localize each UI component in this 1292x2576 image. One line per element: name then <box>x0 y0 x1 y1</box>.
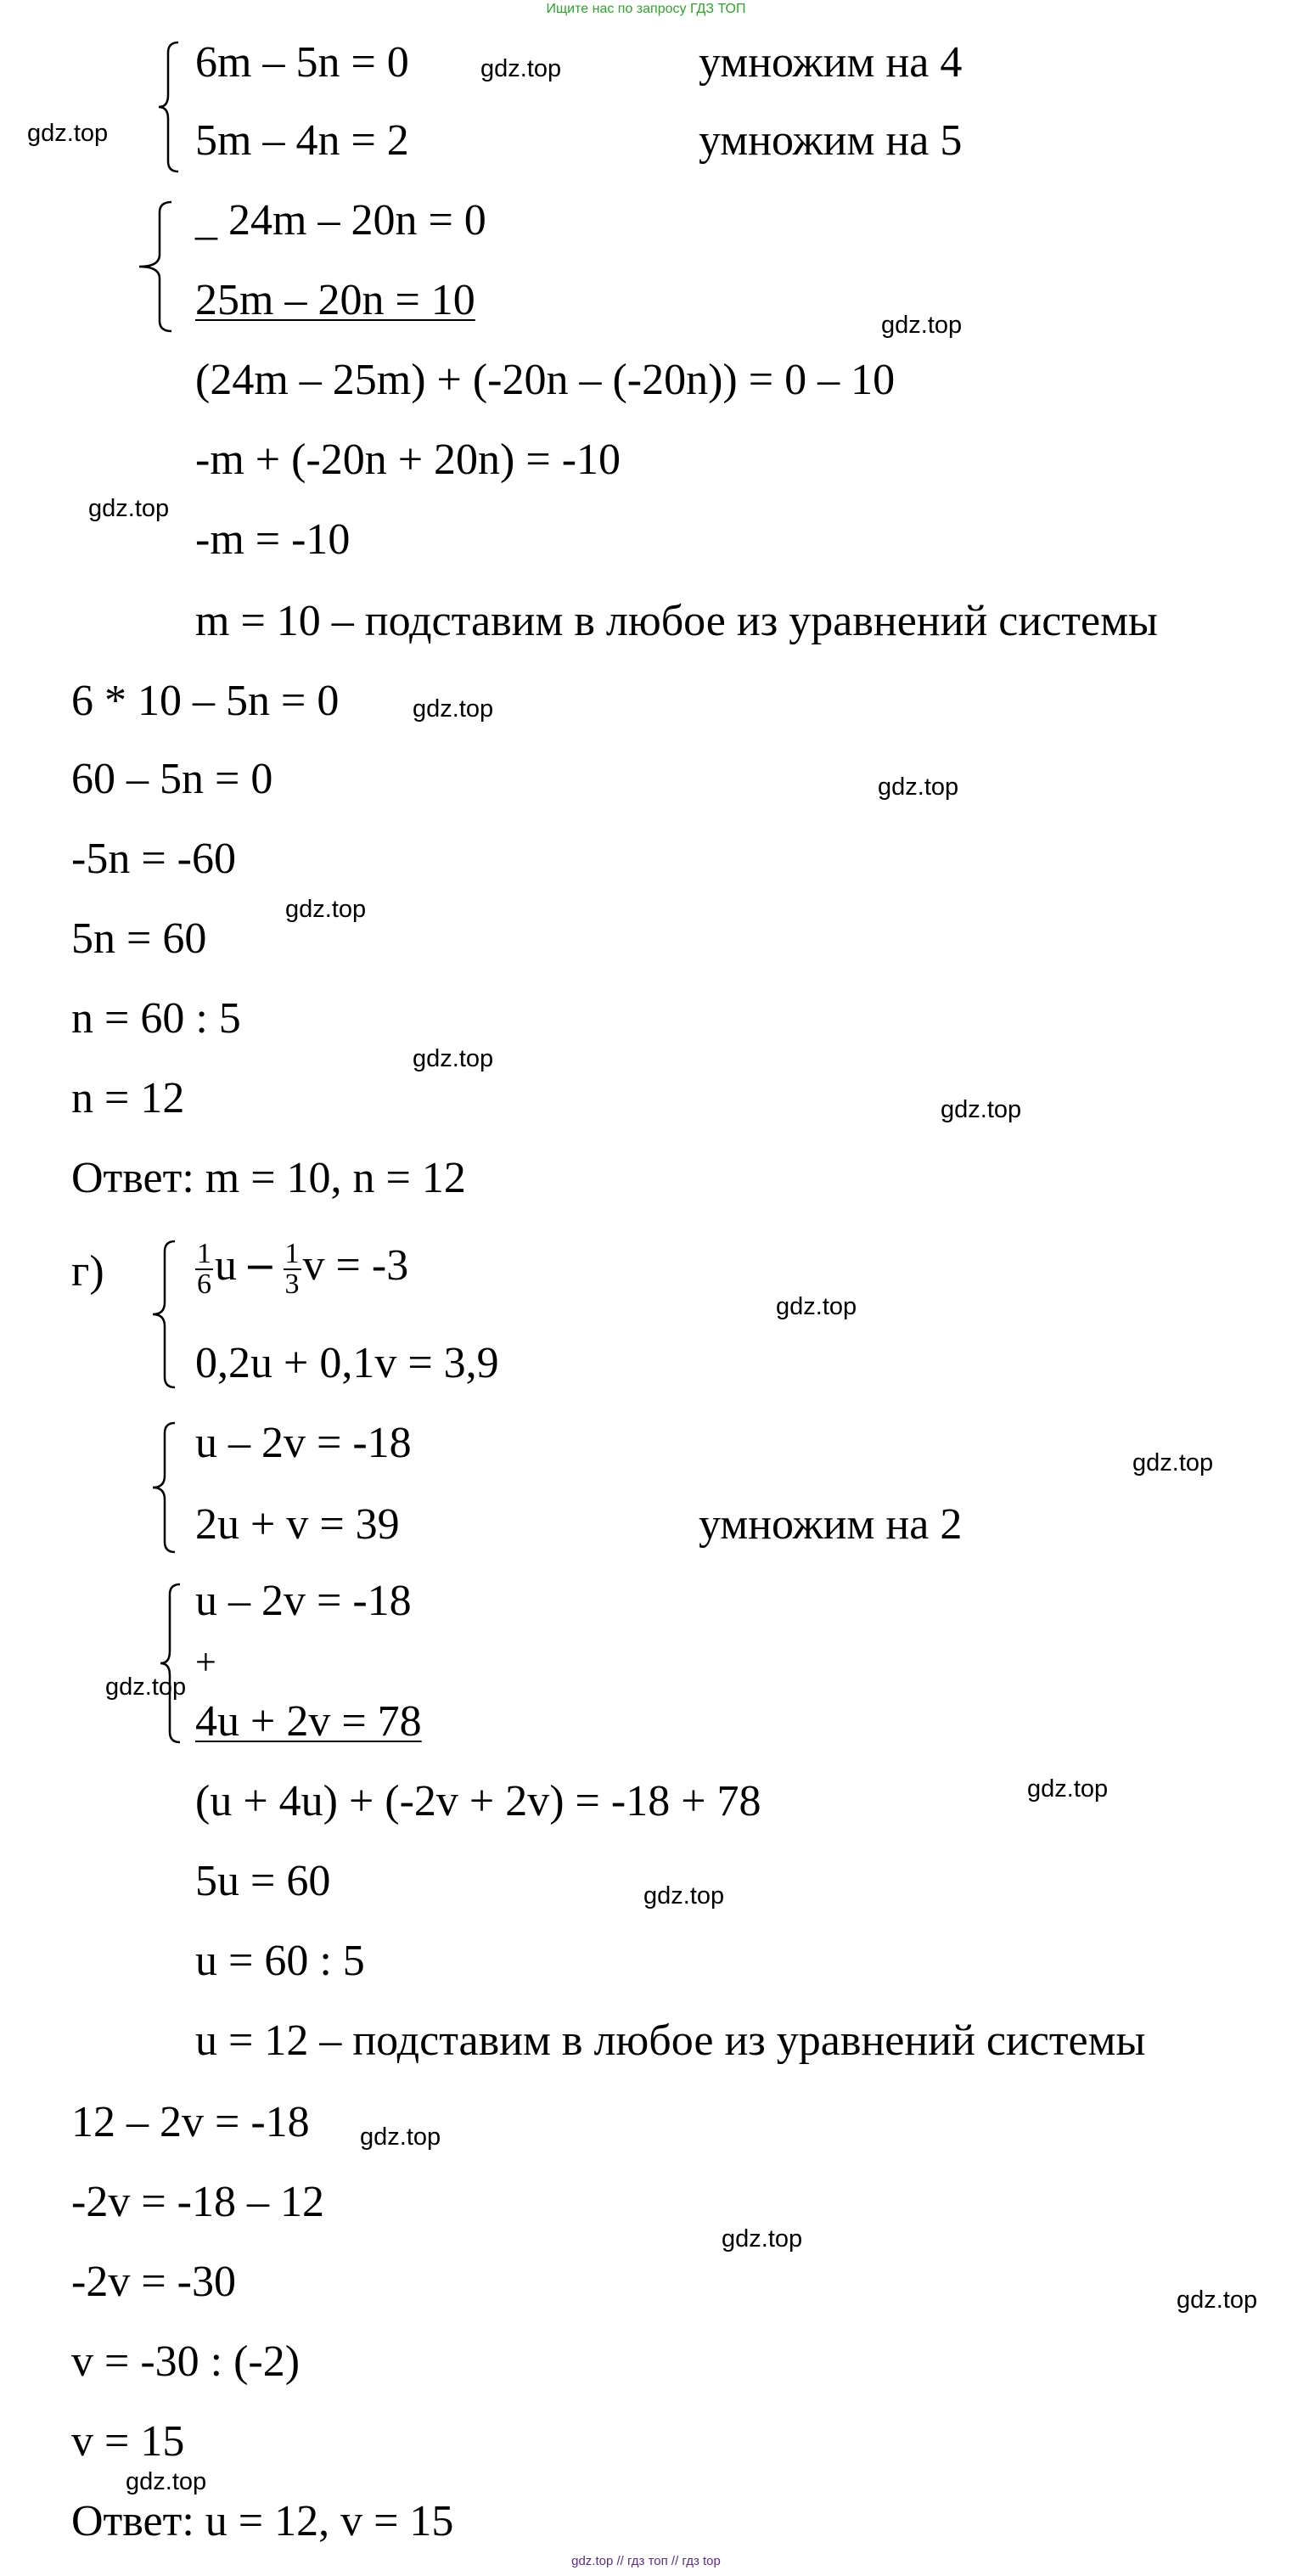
watermark: gdz.top <box>285 896 367 923</box>
watermark: gdz.top <box>105 1673 187 1701</box>
s1-eq1: 6m – 5n = 0 <box>195 38 409 87</box>
watermark: gdz.top <box>776 1293 857 1320</box>
step3-line-4: u = 12 – подставим в любое из уравнений системы <box>195 2016 1146 2065</box>
frac1-num: 1 <box>197 1238 211 1269</box>
system-brace-5 <box>158 1581 183 1746</box>
watermark: gdz.top <box>643 1882 725 1910</box>
fraction-one-sixth <box>195 1240 213 1299</box>
watermark: gdz.top <box>480 55 562 82</box>
watermark: gdz.top <box>360 2123 441 2151</box>
g-rest1: v = -3 <box>302 1240 409 1290</box>
watermark: gdz.top <box>878 773 959 801</box>
s1-note1: умножим на 4 <box>699 38 963 87</box>
step3-line-1: (u + 4u) + (-2v + 2v) = -18 + 78 <box>195 1777 761 1825</box>
watermark: gdz.top <box>722 2225 803 2253</box>
step2-line-6: n = 12 <box>71 1074 185 1122</box>
answer-1: Ответ: m = 10, n = 12 <box>71 1154 466 1202</box>
step2-line-4: 5n = 60 <box>71 914 207 963</box>
watermark: gdz.top <box>88 495 170 522</box>
watermark: gdz.top <box>881 312 963 339</box>
step4-line-4: v = -30 : (-2) <box>71 2337 301 2386</box>
s4-eq1: u – 2v = -18 <box>195 1577 412 1625</box>
frac2-den: 3 <box>284 1268 300 1300</box>
system-brace-2 <box>136 199 175 335</box>
s4-plus: + <box>195 1641 216 1683</box>
watermark: gdz.top <box>1177 2286 1258 2314</box>
frac2-num: 1 <box>284 1238 300 1269</box>
watermark: gdz.top <box>126 2468 207 2495</box>
step4-line-3: -2v = -30 <box>71 2258 236 2306</box>
step3-line-3: u = 60 : 5 <box>195 1937 365 1985</box>
step2-line-2: 60 – 5n = 0 <box>71 755 273 803</box>
s3-eq1: u – 2v = -18 <box>195 1419 412 1467</box>
step1-line-2: -m + (-20n + 20n) = -10 <box>195 436 621 484</box>
s3-eq2: 2u + v = 39 <box>195 1500 400 1549</box>
step1-line-3: -m = -10 <box>195 515 351 564</box>
step1-line-4: m = 10 – подставим в любое из уравнений системы <box>195 597 1158 645</box>
watermark: gdz.top <box>27 120 109 147</box>
g-var-u: u <box>215 1240 237 1290</box>
s3-note2: умножим на 2 <box>699 1500 963 1549</box>
s2-eq1: _ 24m – 20n = 0 <box>195 196 486 245</box>
system-brace-1 <box>156 39 182 175</box>
g-eq1 <box>195 1240 408 1299</box>
step1-line-1: (24m – 25m) + (-20n – (-20n)) = 0 – 10 <box>195 356 896 404</box>
bottom-banner[interactable]: gdz.top // гдз топ // гдз top <box>571 2554 721 2568</box>
step2-line-1: 6 * 10 – 5n = 0 <box>71 677 340 725</box>
s2-eq2: 25m – 20n = 10 <box>195 276 475 324</box>
fraction-one-third <box>284 1240 301 1299</box>
step2-line-5: n = 60 : 5 <box>71 994 241 1043</box>
s1-note2: умножим на 5 <box>699 116 963 165</box>
watermark: gdz.top <box>413 695 494 723</box>
watermark: gdz.top <box>413 1045 494 1072</box>
step4-line-5: v = 15 <box>71 2417 185 2466</box>
watermark: gdz.top <box>941 1096 1022 1123</box>
part-g-label: г) <box>71 1247 104 1296</box>
system-brace-3 <box>149 1238 178 1391</box>
system-brace-4 <box>149 1420 178 1555</box>
watermark: gdz.top <box>1027 1775 1109 1803</box>
s4-eq2: 4u + 2v = 78 <box>195 1697 422 1746</box>
top-banner[interactable]: Ищите нас по запросу ГДЗ ТОП <box>546 2 746 16</box>
g-minus: − <box>244 1242 277 1289</box>
g-eq2: 0,2u + 0,1v = 3,9 <box>195 1339 499 1387</box>
step2-line-3: -5n = -60 <box>71 835 236 883</box>
step4-line-2: -2v = -18 – 12 <box>71 2178 324 2226</box>
answer-2: Ответ: u = 12, v = 15 <box>71 2497 454 2545</box>
watermark: gdz.top <box>1132 1449 1214 1476</box>
step3-line-2: 5u = 60 <box>195 1857 331 1905</box>
step4-line-1: 12 – 2v = -18 <box>71 2098 310 2146</box>
s1-eq2: 5m – 4n = 2 <box>195 116 409 165</box>
frac1-den: 6 <box>197 1268 211 1300</box>
